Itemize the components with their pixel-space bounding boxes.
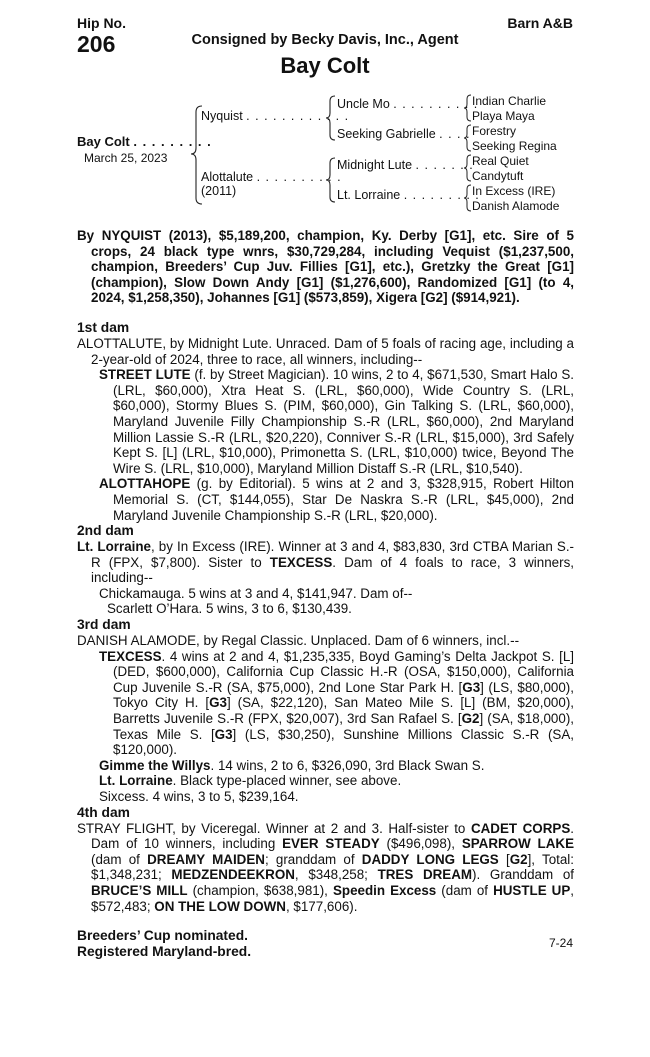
third-dam-foal-texcess: TEXCESS. 4 wins at 2 and 4, $1,235,335, Boyd Gaming’s Delta Jackpot S. [L] (DED, $600,000), California Cup Classic H.-R (OSA, $150,000), California Cup Juvenile S.-R (SA, $75,000), 2nd Lone Star Park H. [G3] (LS, $80,000), Tokyo City H. [G3] (SA, $22,120), San Mateo Mile S. [L] (BM, $20,000), Barretts Juvenile S.-R (FPX, $20,007), 3rd San Rafael S. [G2] (SA, $18,000), Texas Mile S. [G3] (LS, $30,250), Sunshine Millions Classic S.-R (SA, $120,000).: [99, 648, 574, 758]
pedigree-gg-1: Indian Charlie: [472, 94, 547, 108]
third-dam-heading: 3rd dam: [77, 617, 131, 633]
second-dam-heading: 2nd dam: [77, 523, 134, 539]
pedigree-gg-7: In Excess (IRE): [472, 184, 556, 198]
first-dam-intro: ALOTTALUTE, by Midnight Lute. Unraced. Dam of 5 foals of racing age, including a 2-year-old of 2024, three to race, all winners, including--: [77, 335, 574, 367]
hip-label: Hip No.: [77, 15, 126, 31]
fourth-dam-text: STRAY FLIGHT, by Viceregal. Winner at 2 and 3. Half-sister to CADET CORPS. Dam of 10 winners, including EVER STEADY ($496,098), SPARROW LAKE (dam of DREAMY MAIDEN; granddam of DADDY LONG LEGS [G2], Total: $1,348,231; MEDZENDEEKRON, $348,258; TRES DREAM). Granddam of BRUCE’S MILL (champion, $638,981), Speedin Excess (dam of HUSTLE UP, $572,483; ON THE LOW DOWN, $177,606).: [77, 820, 575, 914]
pedigree-gg-8: Danish Alamode: [472, 199, 560, 213]
second-dam-grandfoal-scarlett: Scarlett O’Hara. 5 wins, 3 to 6, $130,439.: [107, 601, 352, 617]
foal-name: ALOTTAHOPE: [99, 476, 191, 492]
consignor-line: Consigned by Becky Davis, Inc., Agent: [191, 32, 459, 48]
pedigree-gg-5: Real Quiet: [472, 154, 529, 168]
first-dam-foal-alottahope: [99, 476, 574, 523]
pedigree-dam: Alottalute . . . . . . . . . .: [201, 170, 342, 184]
foaled-date: March 25, 2023: [84, 151, 168, 165]
barn-label: Barn A&B: [507, 15, 573, 31]
foal-name: STREET LUTE: [99, 367, 191, 383]
pedigree-gg-6: Candytuft: [472, 169, 524, 183]
pedigree-subject: Bay Colt . . . . . . . . .: [77, 134, 212, 149]
hip-number: 206: [77, 31, 116, 57]
pedigree-gg-4: Seeking Regina: [472, 139, 557, 153]
pedigree-dam-sire: Midnight Lute . . . . . . .: [337, 158, 474, 172]
pedigree-gg-2: Playa Maya: [472, 109, 535, 123]
pedigree-gg-3: Forestry: [472, 124, 517, 138]
breeders-cup-note: Breeders’ Cup nominated.: [77, 928, 248, 944]
pedigree-sire: Nyquist . . . . . . . . . . . .: [201, 109, 350, 123]
second-dam-intro: Lt. Lorraine, by In Excess (IRE). Winner at 3 and 4, $83,830, 3rd CTBA Marian S.-R (FPX, $7,800). Sister to TEXCESS. Dam of 4 foals to race, 3 winners, including--: [77, 539, 574, 586]
page-title: Bay Colt: [280, 53, 370, 78]
fourth-dam-heading: 4th dam: [77, 804, 130, 820]
pedigree-brace-dam: [325, 156, 337, 204]
sire-summary: By NYQUIST (2013), $5,189,200, champion, Ky. Derby [G1], etc. Sire of 5 crops, 24 black type wnrs, $30,729,284, including Vequist ($1,237,500, champion, Breeders’ Cup Juv. Fillies [G1], etc.), Gretzky the Great [G1] (champion), Slow Down Andy [G1] ($1,276,600), Randomized [G1] (to 4, 2024, $1,258,350), Johannes [G1] ($573,859), Xigera [G2] ($914,921).: [77, 228, 574, 306]
catalog-body: [77, 228, 574, 960]
pedigree-dam-dam: Lt. Lorraine . . . . . . . . .: [337, 188, 480, 202]
foal-record: (g. by Editorial). 5 wins at 2 and 3, $328,915, Robert Hilton Memorial S. (CT, $144,055), Star De Naskra S.-R (LRL, $45,000), 2nd Maryland Juvenile Championship S.-R (LRL, $20,000).: [113, 476, 574, 523]
pedigree-dam-year: (2011): [201, 184, 237, 198]
second-dam-foal-chickamauga: Chickamauga. 5 wins at 3 and 4, $141,947. Dam of--: [99, 585, 413, 601]
third-dam-intro: DANISH ALAMODE, by Regal Classic. Unplaced. Dam of 6 winners, incl.--: [77, 633, 520, 649]
first-dam-heading: 1st dam: [77, 319, 130, 335]
third-dam-foal-sixcess: Sixcess. 4 wins, 3 to 5, $239,164.: [99, 789, 299, 804]
pedigree-brace-sire: [325, 94, 337, 142]
pedigree-sire-dam: Seeking Gabrielle . . . .: [337, 127, 471, 141]
pedigree-sire-sire: Uncle Mo . . . . . . . . . .: [337, 97, 479, 111]
registration-note: Registered Maryland-bred.: [77, 944, 252, 960]
third-dam-foal-gimme: Gimme the Willys. 14 wins, 2 to 6, $326,090, 3rd Black Swan S.: [99, 757, 485, 773]
third-dam-foal-lt-lorraine: Lt. Lorraine. Black type-placed winner, see above.: [99, 773, 402, 789]
foal-record: (f. by Street Magician). 10 wins, 2 to 4, $671,530, Smart Halo S. (LRL, $60,000), Xtra Heat S. (LRL, $60,000), Wide Country S. (LRL, $60,000), Stormy Blues S. (PIM, $60,000), Gin Talking S. (LRL, $60,000), Maryland Juvenile Filly Championship S.-R (LRL, $60,000), 2nd Maryland Million Lassie S.-R (LRL, $20,220), Conniver S.-R (LRL, $15,000), 3rd Safely Kept S. [L] (LRL, $10,000), Primonetta S. (LRL, $10,000) twice, Beyond The Wire S. (LRL, $10,000), Maryland Million Distaff S.-R (LRL, $10,540).: [113, 367, 574, 476]
first-dam-foal-street-lute: [99, 367, 574, 476]
catalog-code: 7-24: [548, 936, 573, 950]
